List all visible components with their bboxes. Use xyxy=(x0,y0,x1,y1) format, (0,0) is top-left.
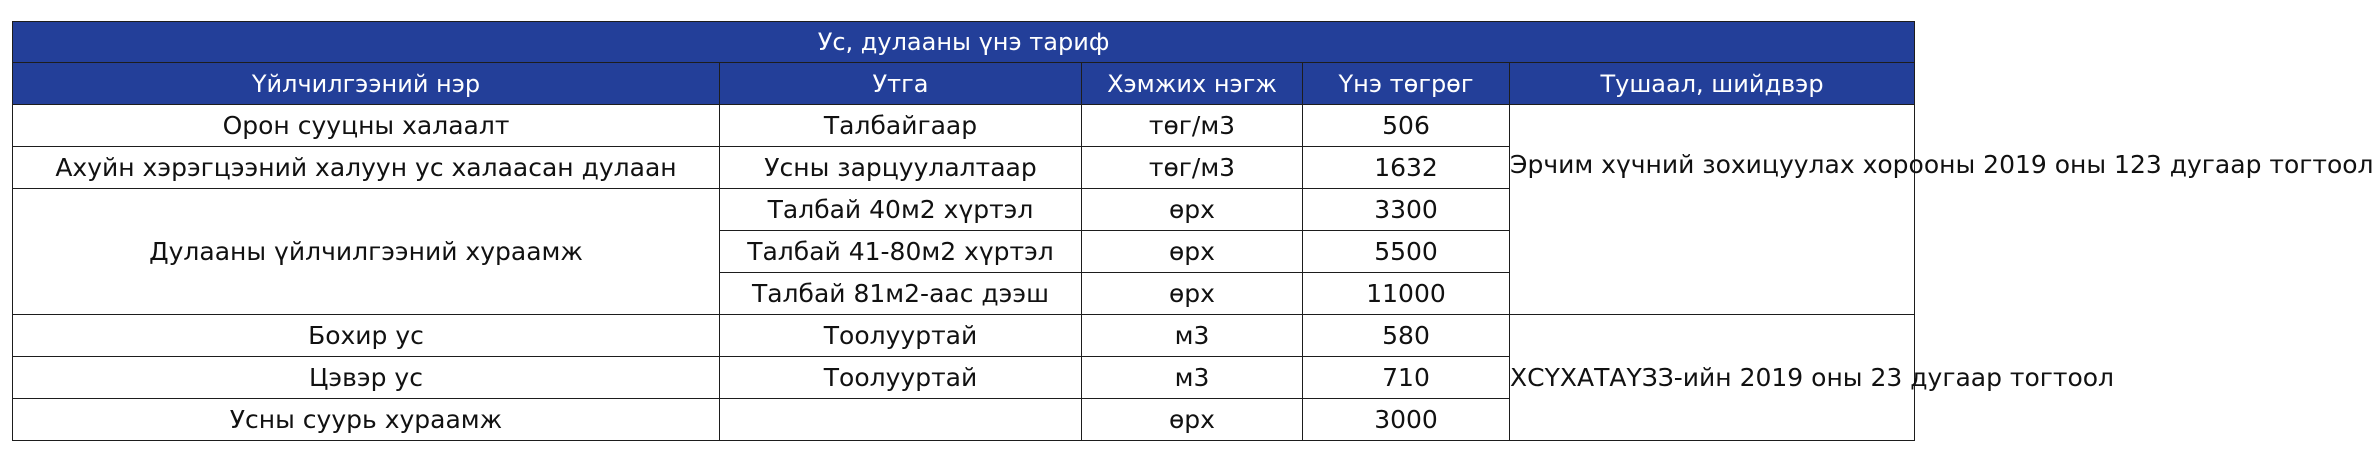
service-cell: Цэвэр ус xyxy=(13,357,720,399)
column-header-basis: Утга xyxy=(720,63,1082,105)
service-cell: Ахуйн хэрэгцээний халуун ус халаасан дулаан xyxy=(13,147,720,189)
price-cell: 5500 xyxy=(1303,231,1510,273)
unit-cell: өрх xyxy=(1082,399,1303,441)
unit-cell: өрх xyxy=(1082,189,1303,231)
basis-cell xyxy=(720,399,1082,441)
service-cell: Бохир ус xyxy=(13,315,720,357)
decision-cell-water-regulatory: ХСҮХАТАҮЗЗ-ийн 2019 оны 23 дугаар тогтоол xyxy=(1510,315,1915,441)
basis-cell: Талбай 40м2 хүртэл xyxy=(720,189,1082,231)
price-cell: 3300 xyxy=(1303,189,1510,231)
table-header-row xyxy=(13,63,1915,105)
unit-cell: м3 xyxy=(1082,357,1303,399)
basis-cell: Талбайгаар xyxy=(720,105,1082,147)
price-cell: 11000 xyxy=(1303,273,1510,315)
column-header-unit: Хэмжих нэгж xyxy=(1082,63,1303,105)
price-cell: 1632 xyxy=(1303,147,1510,189)
service-cell: Усны суурь хураамж xyxy=(13,399,720,441)
column-header-service: Үйлчилгээний нэр xyxy=(13,63,720,105)
unit-cell: өрх xyxy=(1082,273,1303,315)
table-title: Ус, дулааны үнэ тариф xyxy=(13,22,1915,63)
service-cell: Орон сууцны халаалт xyxy=(13,105,720,147)
basis-cell: Талбай 41-80м2 хүртэл xyxy=(720,231,1082,273)
table-title-row xyxy=(13,22,1915,63)
basis-cell: Усны зарцуулалтаар xyxy=(720,147,1082,189)
unit-cell: өрх xyxy=(1082,231,1303,273)
basis-cell: Талбай 81м2-аас дээш xyxy=(720,273,1082,315)
service-cell: Дулааны үйлчилгээний хураамж xyxy=(13,189,720,315)
unit-cell: төг/м3 xyxy=(1082,105,1303,147)
basis-cell: Тоолууртай xyxy=(720,357,1082,399)
price-cell: 710 xyxy=(1303,357,1510,399)
price-cell: 3000 xyxy=(1303,399,1510,441)
basis-cell: Тоолууртай xyxy=(720,315,1082,357)
price-cell: 580 xyxy=(1303,315,1510,357)
table-row xyxy=(13,105,1915,147)
column-header-decision: Тушаал, шийдвэр xyxy=(1510,63,1915,105)
unit-cell: м3 xyxy=(1082,315,1303,357)
tariff-table xyxy=(12,21,2374,441)
table-row xyxy=(13,315,1915,357)
unit-cell: төг/м3 xyxy=(1082,147,1303,189)
price-cell: 506 xyxy=(1303,105,1510,147)
column-header-price: Үнэ төгрөг xyxy=(1303,63,1510,105)
decision-cell-energy-regulatory: Эрчим хүчний зохицуулах хорооны 2019 оны 123 дугаар тогтоол xyxy=(1510,105,1915,315)
